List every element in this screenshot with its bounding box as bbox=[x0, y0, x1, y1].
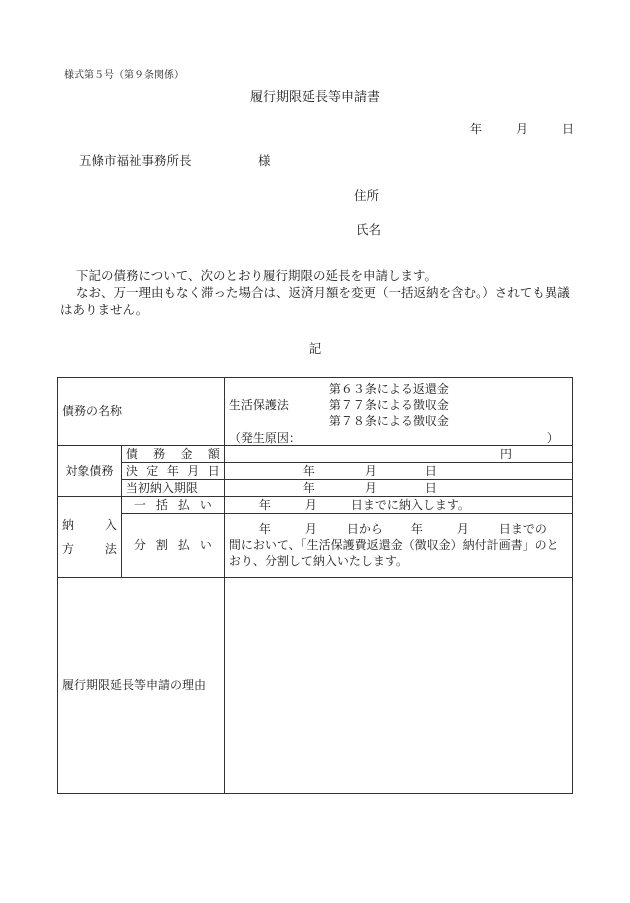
ki-label: 記 bbox=[308, 341, 322, 356]
installment-cell[interactable]: 年 月 日から 年 月 日までの 間において、「生活保護費返還金（徴収金）納付計画書」のとおり、分割して納入いたします。 bbox=[224, 514, 572, 578]
article-77: 第７７条による徴収金 bbox=[328, 397, 449, 412]
article-63: 第６３条による返還金 bbox=[328, 381, 449, 396]
reason-label: 履行期限延長等申請の理由 bbox=[58, 578, 225, 794]
form-number: 様式第５号（第９条関係） bbox=[64, 70, 184, 81]
debt-name-cell[interactable] bbox=[224, 378, 572, 446]
lump-sum-label: 一 括 払 い bbox=[121, 497, 224, 514]
decision-date-cell[interactable]: 年 月 日 bbox=[224, 463, 572, 480]
initial-due-label: 当初納入期限 bbox=[121, 480, 224, 497]
body-para-2: なお、万一理由もなく滞った場合は、返済月額を変更（一括返納を含む。）されても異議はありません。 bbox=[60, 285, 570, 317]
application-table bbox=[57, 377, 573, 794]
amount-cell[interactable] bbox=[224, 446, 572, 463]
debt-name-label: 債務の名称 bbox=[58, 378, 225, 446]
cause-label: （発生原因： bbox=[228, 430, 301, 445]
document-title: 履行期限延長等申請書 bbox=[249, 90, 380, 105]
honorific: 様 bbox=[258, 153, 271, 168]
law-name: 生活保護法 bbox=[228, 397, 289, 412]
cause-close: ） bbox=[546, 430, 559, 445]
date-day: 日 bbox=[562, 122, 575, 136]
address-label: 住所 bbox=[354, 188, 380, 203]
name-label: 氏名 bbox=[356, 222, 382, 237]
payment-method-label: 納 入 方 法 bbox=[58, 497, 122, 578]
body-para-1: 下記の債務について、次のとおり履行期限の延長を申請します。 bbox=[76, 268, 438, 283]
amount-unit: 円 bbox=[499, 446, 512, 461]
date-month: 月 bbox=[516, 122, 529, 136]
installment-text: 間において、「生活保護費返還金（徴収金）納付計画書」のとおり、分割して納入いたします。 bbox=[228, 538, 559, 568]
initial-due-cell[interactable]: 年 月 日 bbox=[224, 480, 572, 497]
reason-cell[interactable] bbox=[224, 578, 572, 794]
article-78: 第７８条による徴収金 bbox=[328, 413, 449, 428]
addressee: 五條市福祉事務所長 bbox=[79, 153, 192, 168]
decision-date-label: 決 定 年 月 日 bbox=[121, 463, 224, 480]
date-year: 年 bbox=[470, 122, 483, 136]
target-debt-label: 対象債務 bbox=[58, 446, 122, 497]
amount-label: 債 務 金 額 bbox=[121, 446, 224, 463]
lump-sum-cell[interactable]: 年 月 日までに納入します。 bbox=[224, 497, 572, 514]
installment-label: 分 割 払 い bbox=[121, 514, 224, 578]
body-paragraph bbox=[60, 267, 580, 318]
date-line bbox=[470, 120, 574, 137]
